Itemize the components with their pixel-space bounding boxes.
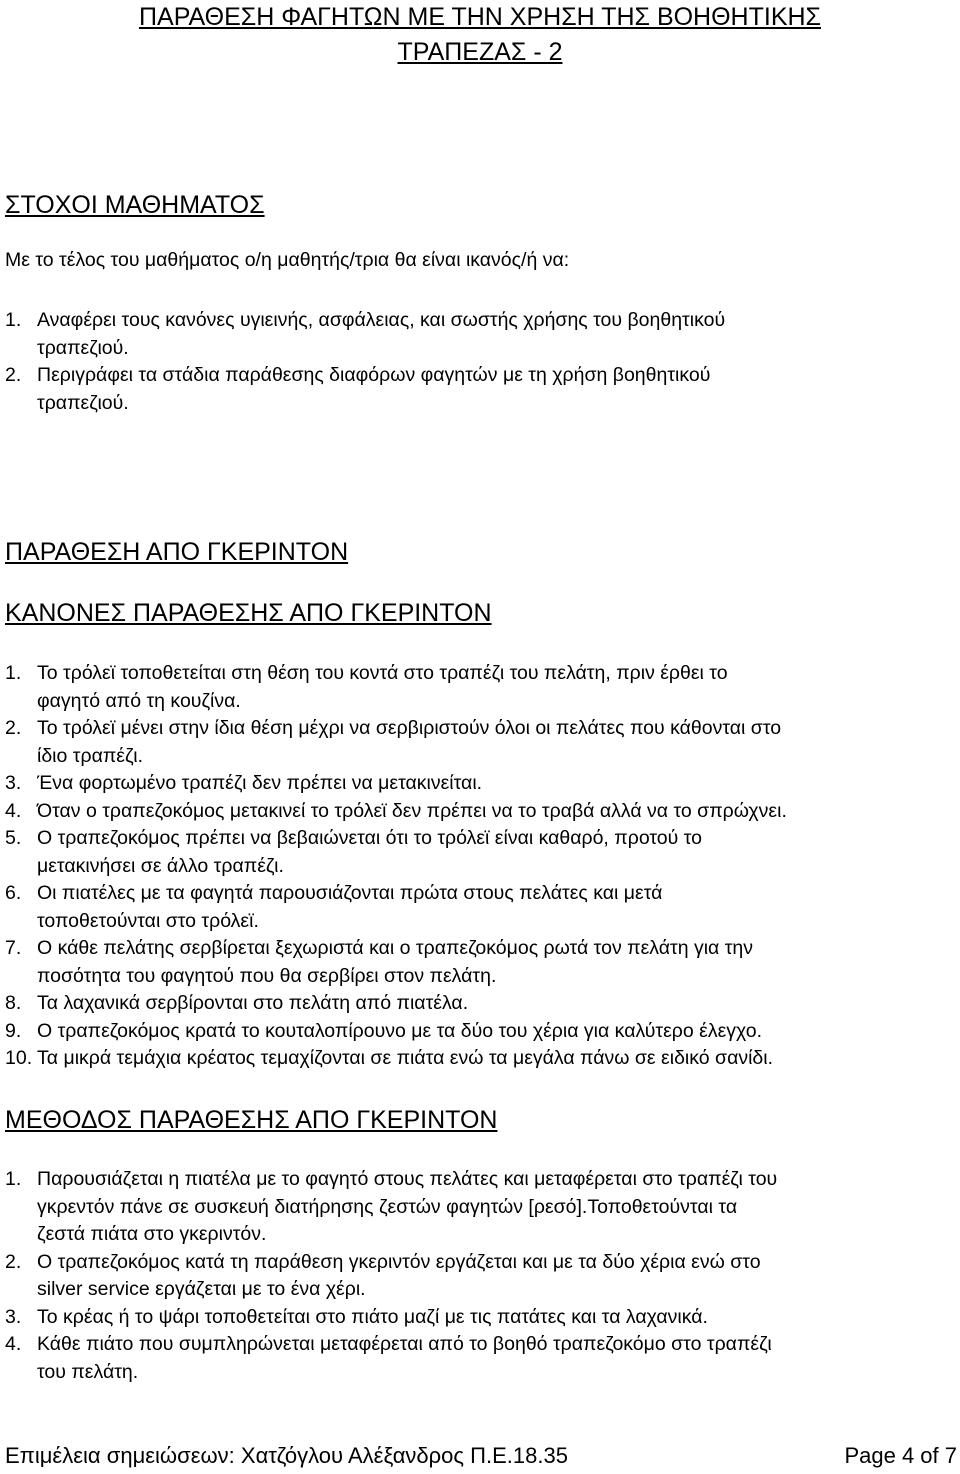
list-item-text: Τα λαχανικά σερβίρονται στο πελάτη από πιατέλα.	[37, 992, 469, 1014]
list-item-text: Ο κάθε πελάτης σερβίρεται ξεχωριστά και ο τραπεζοκόμος ρωτά τον πελάτη για την	[37, 937, 754, 959]
list-item	[0, 798, 955, 826]
list-item-number: 2.	[5, 1250, 22, 1273]
list-item-text: Ο τραπεζοκόμος κατά τη παράθεση γκεριντόν εργάζεται και με τα δύο χέρια ενώ στο	[37, 1250, 761, 1273]
list-item-text: μετακινήσει σε άλλο τραπέζι.	[37, 854, 284, 877]
footer-page-number: Page 4 of 7	[844, 1443, 957, 1468]
list-item	[0, 825, 955, 880]
list-item-number: 7.	[5, 937, 22, 959]
list-item-text: Το τρόλεϊ τοποθετείται στη θέση του κοντά στο τραπέζι του πελάτη, πριν έρθει το	[37, 662, 728, 684]
list-item-text: Αναφέρει τους κανόνες υγιεινής, ασφάλειας, και σωστής χρήσης του βοηθητικού	[37, 309, 726, 331]
list-item	[0, 1304, 955, 1332]
list-item	[0, 660, 955, 715]
list-item-number: 4.	[5, 799, 22, 822]
list-item-text: Ένα φορτωμένο τραπέζι δεν πρέπει να μετακινείται.	[37, 772, 483, 794]
list-item-text: ποσότητα του φαγητού που θα σερβίρει στον πελάτη.	[37, 964, 497, 987]
document-title	[0, 0, 960, 70]
list-item-text: silver service εργάζεται με το ένα χέρι.	[37, 1278, 366, 1300]
method-heading: ΜΕΘΟΔΟΣ ΠΑΡΑΘΕΣΗΣ ΑΠΟ ΓΚΕΡΙΝΤΟΝ	[5, 1106, 498, 1134]
list-item	[0, 1045, 955, 1073]
rules-heading: ΚΑΝΟΝΕΣ ΠΑΡΑΘΕΣΗΣ ΑΠΟ ΓΚΕΡΙΝΤΟΝ	[5, 599, 492, 627]
list-item-text: Περιγράφει τα στάδια παράθεσης διαφόρων φαγητών με τη χρήση βοηθητικού	[37, 364, 711, 386]
list-item-text: του πελάτη.	[37, 1360, 139, 1383]
list-item-number: 10.	[5, 1047, 33, 1069]
list-item	[0, 1018, 955, 1046]
list-item	[0, 935, 955, 990]
rules-list	[0, 660, 955, 1073]
list-item-text: γκρεντόν πάνε σε συσκευή διατήρησης ζεστών φαγητών [ρεσό].Τοποθετούνται τα	[37, 1195, 738, 1218]
title-line-2: ΤΡΑΠΕΖΑΣ - 2	[397, 38, 563, 66]
list-item-text: Κάθε πιάτο που συμπληρώνεται μεταφέρεται από το βοηθό τραπεζοκόμο στο τραπέζι	[37, 1333, 772, 1355]
list-item-number: 1.	[5, 662, 22, 684]
list-item	[0, 1331, 955, 1386]
list-item-number: 5.	[5, 827, 22, 849]
list-item-number: 3.	[5, 1305, 22, 1328]
list-item-text: ζεστά πιάτα στο γκεριντόν.	[37, 1223, 267, 1245]
list-item-text: τραπεζιού.	[37, 336, 129, 359]
method-list	[0, 1166, 955, 1386]
page-footer	[0, 1440, 960, 1472]
list-item-text: φαγητό από τη κουζίνα.	[37, 689, 241, 712]
list-item	[0, 990, 955, 1018]
list-item-text: Παρουσιάζεται η πιατέλα με το φαγητό στους πελάτες και μεταφέρεται στο τραπέζι του	[37, 1168, 778, 1190]
list-item-text: Οι πιατέλες με τα φαγητά παρουσιάζονται πρώτα στους πελάτες και μετά	[37, 882, 663, 904]
list-item-text: τραπεζιού.	[37, 391, 129, 414]
gueridon-heading: ΠΑΡΑΘΕΣΗ ΑΠΟ ΓΚΕΡΙΝΤΟΝ	[5, 538, 349, 566]
list-item-number: 6.	[5, 882, 22, 904]
list-item-number: 2.	[5, 364, 22, 386]
objectives-intro: Με το τέλος του μαθήματος ο/η μαθητής/τρια θα είναι ικανός/ή να:	[5, 249, 570, 271]
list-item-text: Όταν ο τραπεζοκόμος μετακινεί το τρόλεϊ δεν πρέπει να το τραβά αλλά να το σπρώχνει.	[37, 799, 787, 822]
list-item-text: Το τρόλεϊ μένει στην ίδια θέση μέχρι να σερβιριστούν όλοι οι πελάτες που κάθονται στο	[37, 717, 782, 739]
list-item-text: Τα μικρά τεμάχια κρέατος τεμαχίζονται σε πιάτα ενώ τα μεγάλα πάνω σε ειδικό σανίδι.	[37, 1047, 774, 1069]
list-item-text: ίδιο τραπέζι.	[37, 744, 143, 767]
objectives-list	[0, 307, 955, 417]
list-item-number: 1.	[5, 309, 22, 331]
list-item-text: Ο τραπεζοκόμος κρατά το κουταλοπίρουνο με τα δύο του χέρια για καλύτερο έλεγχο.	[37, 1019, 763, 1042]
list-item	[0, 307, 955, 362]
list-item	[0, 880, 955, 935]
list-item-number: 3.	[5, 772, 22, 794]
list-item	[0, 1249, 955, 1304]
list-item-number: 2.	[5, 717, 22, 739]
list-item	[0, 1166, 955, 1249]
list-item-text: τοποθετούνται στο τρόλεϊ.	[37, 909, 259, 932]
list-item-text: Το κρέας ή το ψάρι τοποθετείται στο πιάτο μαζί με τις πατάτες και τα λαχανικά.	[37, 1305, 708, 1328]
objectives-heading: ΣΤΟΧΟΙ ΜΑΘΗΜΑΤΟΣ	[5, 191, 265, 219]
list-item	[0, 770, 955, 798]
footer-editor: Επιμέλεια σημειώσεων: Χατζόγλου Αλέξανδρος Π.Ε.18.35	[5, 1443, 568, 1468]
title-line-1: ΠΑΡΑΘΕΣΗ ΦΑΓΗΤΩΝ ΜΕ ΤΗΝ ΧΡΗΣΗ ΤΗΣ ΒΟΗΘΗΤΙΚΗΣ	[138, 3, 822, 31]
list-item-number: 8.	[5, 992, 22, 1014]
list-item	[0, 715, 955, 770]
list-item-number: 4.	[5, 1333, 22, 1355]
list-item	[0, 362, 955, 417]
list-item-number: 9.	[5, 1019, 22, 1042]
list-item-number: 1.	[5, 1168, 22, 1190]
list-item-text: Ο τραπεζοκόμος πρέπει να βεβαιώνεται ότι το τρόλεϊ είναι καθαρό, προτού το	[37, 827, 703, 849]
